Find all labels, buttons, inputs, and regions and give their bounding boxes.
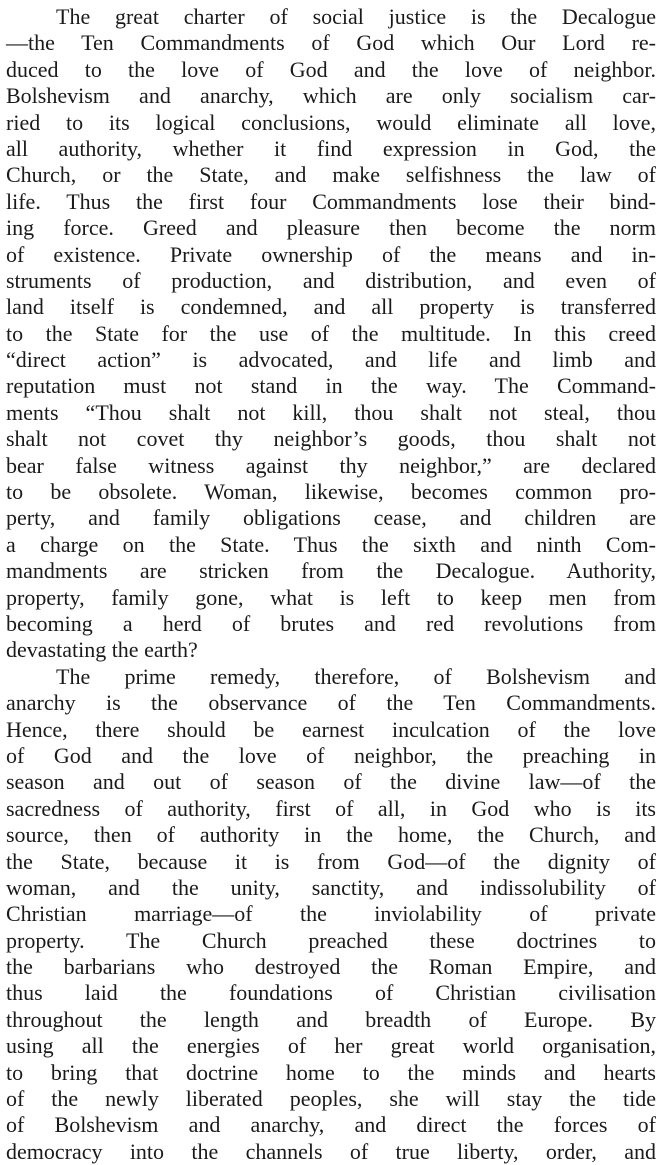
text-line: the barbarians who destroyed the Roman Empire, and	[6, 954, 656, 980]
text-line: all authority, whether it find expression in God, the	[6, 135, 656, 161]
text-line: perty, and family obligations cease, and children are	[6, 505, 656, 531]
text-line: of existence. Private ownership of the means and in-	[6, 241, 656, 267]
text-line: of Bolshevism and anarchy, and direct the forces of	[6, 1112, 656, 1138]
text-line: anarchy is the observance of the Ten Commandments.	[6, 690, 656, 716]
text-line: to be obsolete. Woman, likewise, becomes common pro-	[6, 479, 656, 505]
text-line: ing force. Greed and pleasure then become the norm	[6, 215, 656, 241]
text-line: duced to the love of God and the love of neighbor.	[6, 56, 656, 82]
text-line: ried to its logical conclusions, would eliminate all love,	[6, 109, 656, 135]
text-line: —the Ten Commandments of God which Our Lord re-	[6, 30, 656, 56]
text-line: Bolshevism and anarchy, which are only socialism car-	[6, 83, 656, 109]
text-line: throughout the length and breadth of Europe. By	[6, 1006, 656, 1032]
paragraph-1	[6, 4, 656, 664]
text-line: of the newly liberated peoples, she will stay the tide	[6, 1086, 656, 1112]
text-line: Church, or the State, and make selfishness the law of	[6, 162, 656, 188]
text-line: thus laid the foundations of Christian civilisation	[6, 980, 656, 1006]
text-line: struments of production, and distribution, and even of	[6, 267, 656, 293]
text-line: Christian marriage—of the inviolability of private	[6, 901, 656, 927]
text-line: Hence, there should be earnest inculcation of the love	[6, 716, 656, 742]
text-line: mandments are stricken from the Decalogue. Authority,	[6, 558, 656, 584]
text-line: reputation must not stand in the way. The Command-	[6, 373, 656, 399]
text-line: The great charter of social justice is the Decalogue	[56, 4, 656, 29]
text-line: using all the energies of her great world organisation,	[6, 1033, 656, 1059]
text-line: becoming a herd of brutes and red revolutions from	[6, 610, 656, 636]
text-line: devastating the earth?	[6, 637, 198, 663]
text-line: the State, because it is from God—of the dignity of	[6, 848, 656, 874]
text-line: of God and the love of neighbor, the preaching in	[6, 742, 656, 768]
text-line: shalt not covet thy neighbor’s goods, thou shalt not	[6, 426, 656, 452]
text-line: property, family gone, what is left to keep men from	[6, 584, 656, 610]
text-line: to bring that doctrine home to the minds and hearts	[6, 1059, 656, 1085]
text-line: season and out of season of the divine law—of the	[6, 769, 656, 795]
text-line: a charge on the State. Thus the sixth and ninth Com-	[6, 531, 656, 557]
text-line: land itself is condemned, and all property is transferred	[6, 294, 656, 320]
text-line: life. Thus the first four Commandments lose their bind-	[6, 188, 656, 214]
text-line: source, then of authority in the home, the Church, and	[6, 822, 656, 848]
text-line: to the State for the use of the multitude. In this creed	[6, 320, 656, 346]
text-line: woman, and the unity, sanctity, and indissolubility of	[6, 874, 656, 900]
paragraph-2	[6, 664, 656, 1165]
text-line: “direct action” is advocated, and life and limb and	[6, 347, 656, 373]
document-page	[6, 4, 656, 1165]
text-line: ments “Thou shalt not kill, thou shalt not steal, thou	[6, 399, 656, 425]
text-line: democracy into the channels of true liberty, order, and	[6, 1138, 656, 1164]
text-line: bear false witness against thy neighbor,” are declared	[6, 452, 656, 478]
text-line: sacredness of authority, first of all, in God who is its	[6, 795, 656, 821]
text-line: property. The Church preached these doctrines to	[6, 927, 656, 953]
text-line: The prime remedy, therefore, of Bolshevism and	[56, 663, 656, 689]
